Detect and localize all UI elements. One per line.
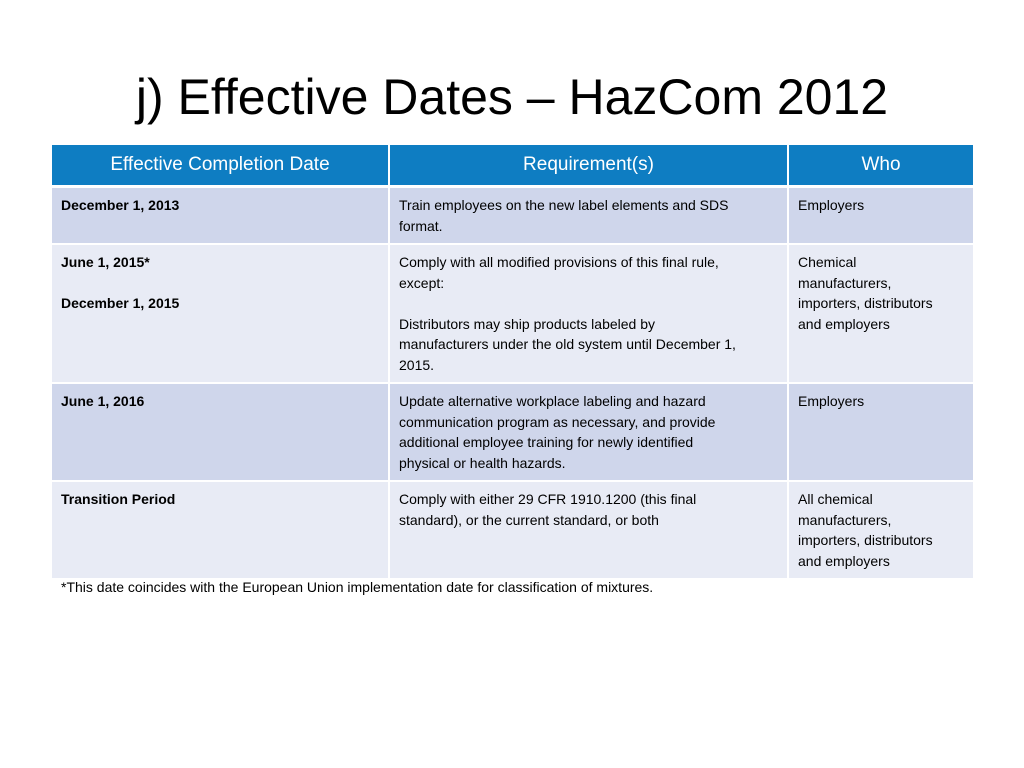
requirement-cell: [389, 187, 788, 245]
table-header-row: [52, 145, 973, 187]
date-text: Transition Period: [61, 491, 176, 507]
date-cell: [52, 481, 389, 579]
date-cell: [52, 244, 389, 383]
requirement-text: Update alternative workplace labeling and hazard: [399, 393, 706, 409]
requirement-text: Comply with either 29 CFR 1910.1200 (this final: [399, 491, 697, 507]
requirement-text: Comply with all modified provisions of this final rule,: [399, 254, 719, 270]
requirement-text: additional employee training for newly identified: [399, 434, 694, 450]
date-text: December 1, 2015: [61, 295, 180, 311]
requirement-text: 2015.: [399, 356, 435, 373]
who-text: Employers: [798, 393, 865, 409]
table-row: [52, 383, 973, 481]
requirement-text: standard), or the current standard, or both: [399, 511, 659, 528]
date-cell: [52, 383, 389, 481]
requirement-text: except:: [399, 274, 445, 291]
header-effective-completion-date: Effective Completion Date: [52, 145, 389, 187]
requirement-text: communication program as necessary, and provide: [399, 413, 716, 430]
table-row: [52, 481, 973, 579]
requirement-cell: [389, 383, 788, 481]
requirement-text: format.: [399, 217, 443, 234]
who-text: Chemical: [798, 254, 857, 270]
who-text: Employers: [798, 197, 865, 213]
requirement-text: Train employees on the new label elements and SDS: [399, 197, 729, 213]
who-text: and employers: [798, 315, 890, 332]
who-text: manufacturers,: [798, 274, 892, 291]
footnote: *This date coincides with the European Union implementation date for classification of mixtures.: [61, 579, 654, 595]
requirement-text: manufacturers under the old system until December 1,: [399, 336, 736, 352]
header-who: Who: [788, 145, 973, 187]
who-text: and employers: [798, 552, 890, 569]
who-cell: [788, 383, 973, 481]
table-row: [52, 244, 973, 383]
header-requirements: Requirement(s): [389, 145, 788, 187]
requirement-cell: [389, 481, 788, 579]
who-text: All chemical: [798, 491, 873, 507]
who-text: importers, distributors: [798, 295, 933, 311]
who-text: manufacturers,: [798, 511, 892, 528]
date-cell: [52, 187, 389, 245]
who-cell: [788, 244, 973, 383]
table-row: [52, 187, 973, 245]
who-cell: [788, 481, 973, 579]
who-cell: [788, 187, 973, 245]
date-text: June 1, 2015*: [61, 254, 150, 270]
requirement-cell: [389, 244, 788, 383]
date-text: December 1, 2013: [61, 197, 180, 213]
requirement-text: Distributors may ship products labeled by: [399, 315, 656, 332]
date-text: June 1, 2016: [61, 393, 145, 409]
who-text: importers, distributors: [798, 532, 933, 548]
slide-title: j) Effective Dates – HazCom 2012: [135, 69, 889, 125]
requirement-text: physical or health hazards.: [399, 454, 566, 471]
effective-dates-table: [52, 145, 973, 580]
